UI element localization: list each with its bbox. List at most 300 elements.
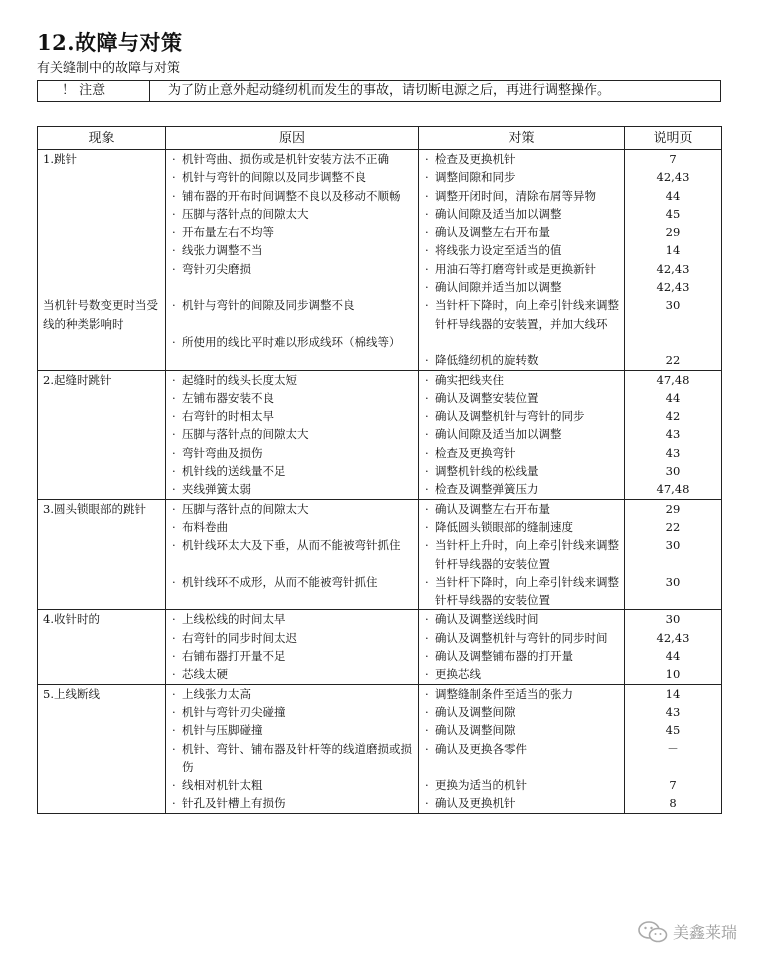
table-row: [38, 150, 722, 169]
cause-text: 机针线环不成形，从而不能被弯针抓住: [182, 574, 378, 589]
table-row: [38, 629, 722, 647]
cause-cell: [166, 241, 419, 259]
cause-cell: [166, 794, 419, 813]
cause-text: 左铺布器安装不良: [182, 390, 274, 405]
measure-text: 确认及更换各零件: [435, 741, 527, 756]
page-cell: 42,43: [625, 260, 722, 278]
wechat-icon: [638, 921, 668, 943]
measure-cell: [419, 499, 625, 518]
table-row: [38, 665, 722, 684]
measure-text: 确认间隙并适当加以调整: [435, 280, 562, 295]
bullet-mark: ·: [172, 723, 176, 738]
measure-cell: [419, 407, 625, 425]
bullet-mark: ·: [425, 686, 429, 701]
bullet-mark: ·: [425, 372, 429, 387]
table-row: [38, 518, 722, 536]
cause-cell: [166, 407, 419, 425]
bullet-mark: ·: [172, 667, 176, 682]
bullet-mark: ·: [425, 445, 429, 460]
table-row: [38, 480, 722, 499]
cause-cell: [166, 296, 419, 333]
symptom-cell: [38, 150, 166, 169]
measure-text: 调整间隙和同步: [435, 170, 516, 185]
notice-box: [37, 80, 721, 102]
measure-cell: [419, 665, 625, 684]
page-cell: 7: [625, 150, 722, 169]
cause-text: 所使用的线比平时难以形成线环（棉线等）: [182, 334, 401, 349]
symptom-cell: [38, 260, 166, 278]
cause-text: 上线松线的时间太早: [182, 612, 286, 627]
measure-text: 降低圆头锁眼部的缝制速度: [435, 519, 573, 534]
cause-cell: [166, 518, 419, 536]
page-cell: 43: [625, 444, 722, 462]
measure-text: 检查及更换弯针: [435, 445, 516, 460]
symptom-cell: [38, 462, 166, 480]
bullet-mark: ·: [172, 188, 176, 203]
measure-text: 当针杆上升时，向上牵引针线来调整针杆导线器的安装位置: [435, 538, 619, 571]
bullet-mark: ·: [172, 464, 176, 479]
page-cell: 42,43: [625, 629, 722, 647]
measure-cell: [419, 740, 625, 777]
symptom-cell: [38, 351, 166, 370]
cause-cell: [166, 462, 419, 480]
symptom-cell: [38, 740, 166, 777]
table-row: [38, 462, 722, 480]
header-page: 说明页: [625, 127, 722, 150]
page-cell: －: [625, 740, 722, 777]
cause-cell: [166, 205, 419, 223]
symptom-cell: [38, 187, 166, 205]
bullet-mark: ·: [425, 464, 429, 479]
bullet-mark: ·: [172, 298, 176, 313]
measure-text: 当针杆下降时，向上牵引针线来调整针杆导线器的安装位置: [435, 574, 619, 608]
measure-cell: [419, 536, 625, 573]
cause-cell: [166, 389, 419, 407]
symptom-cell: [38, 370, 166, 389]
page-title: 12.故障与对策: [37, 30, 183, 55]
table-row: [38, 168, 722, 186]
cause-cell: [166, 647, 419, 665]
bullet-mark: ·: [425, 298, 429, 313]
bullet-mark: ·: [172, 649, 176, 664]
measure-cell: [419, 610, 625, 629]
table-row: [38, 684, 722, 703]
table-row: [38, 740, 722, 777]
measure-text: 确认及调整间隙: [435, 723, 516, 738]
bullet-mark: ·: [425, 519, 429, 534]
measure-cell: [419, 721, 625, 739]
measure-cell: [419, 647, 625, 665]
table-row: [38, 351, 722, 370]
page-cell: 22: [625, 518, 722, 536]
measure-cell: [419, 776, 625, 794]
table-row: [38, 260, 722, 278]
cause-cell: [166, 684, 419, 703]
bullet-mark: ·: [172, 519, 176, 534]
bullet-mark: ·: [425, 796, 429, 811]
bullet-mark: ·: [425, 667, 429, 682]
page-cell: 43: [625, 425, 722, 443]
page-cell: 44: [625, 647, 722, 665]
table-row: [38, 187, 722, 205]
page-cell: 42: [625, 407, 722, 425]
bullet-mark: ·: [425, 170, 429, 185]
measure-text: 调整开闭时间，清除布屑等异物: [435, 188, 596, 203]
bullet-mark: ·: [425, 261, 429, 276]
page-cell: 47,48: [625, 370, 722, 389]
table-row: [38, 703, 722, 721]
cause-text: 芯线太硬: [182, 667, 228, 682]
header-measure: 对策: [419, 127, 625, 150]
bullet-mark: ·: [172, 409, 176, 424]
page-cell: 30: [625, 573, 722, 610]
measure-cell: [419, 260, 625, 278]
table-row: [38, 205, 722, 223]
cause-cell: [166, 499, 419, 518]
bullet-mark: ·: [425, 649, 429, 664]
page-cell: [625, 333, 722, 351]
bullet-mark: ·: [425, 243, 429, 258]
cause-text: 机针与弯针的间隙及同步调整不良: [182, 298, 355, 313]
measure-cell: [419, 187, 625, 205]
trouble-table: [37, 126, 722, 814]
symptom-cell: [38, 665, 166, 684]
table-row: [38, 536, 722, 573]
symptom-cell: [38, 389, 166, 407]
symptom-cell: [38, 573, 166, 610]
bullet-mark: ·: [425, 390, 429, 405]
measure-text: 检查及更换机针: [435, 152, 516, 166]
watermark-text: 美鑫莱瑞: [672, 923, 737, 942]
cause-cell: [166, 721, 419, 739]
page-cell: 45: [625, 721, 722, 739]
cause-text: 上线张力太高: [182, 686, 251, 701]
bullet-mark: ·: [425, 409, 429, 424]
symptom-cell: [38, 205, 166, 223]
bullet-mark: ·: [172, 630, 176, 645]
table-row: [38, 407, 722, 425]
measure-text: 调整缝制条件至适当的张力: [435, 686, 573, 701]
cause-text: 铺布器的开布时间调整不良以及移动不顺畅: [182, 188, 401, 203]
bullet-mark: ·: [172, 152, 176, 166]
table-header-row: [38, 127, 722, 150]
cause-cell: [166, 425, 419, 443]
measure-text: 检查及调整弹簧压力: [435, 482, 539, 497]
bullet-mark: ·: [425, 501, 429, 516]
symptom-cell: [38, 444, 166, 462]
cause-cell: [166, 260, 419, 278]
measure-cell: [419, 703, 625, 721]
bullet-mark: ·: [425, 630, 429, 645]
page-cell: 42,43: [625, 278, 722, 296]
bullet-mark: ·: [425, 741, 429, 756]
table-row: [38, 647, 722, 665]
table-row: [38, 610, 722, 629]
table-row: [38, 296, 722, 333]
bullet-mark: ·: [425, 778, 429, 793]
symptom-cell: [38, 794, 166, 813]
page-cell: 7: [625, 776, 722, 794]
page-cell: 8: [625, 794, 722, 813]
page-cell: 30: [625, 296, 722, 333]
cause-cell: [166, 629, 419, 647]
table-row: [38, 223, 722, 241]
measure-text: 确认及调整左右开布量: [435, 501, 550, 516]
bullet-mark: ·: [425, 280, 429, 295]
bullet-mark: ·: [172, 445, 176, 460]
table-row: [38, 389, 722, 407]
page-cell: 30: [625, 610, 722, 629]
cause-text: 针孔及针槽上有损伤: [182, 796, 286, 811]
page-subtitle: 有关缝制中的故障与对策: [37, 61, 181, 76]
bullet-mark: ·: [425, 188, 429, 203]
page-cell: 29: [625, 223, 722, 241]
measure-text: 确认及调整机针与弯针的同步时间: [435, 630, 608, 645]
cause-cell: [166, 333, 419, 351]
symptom-cell: [38, 278, 166, 296]
table-body: [38, 150, 722, 814]
measure-cell: [419, 444, 625, 462]
bullet-mark: ·: [172, 501, 176, 516]
measure-text: 确实把线夹住: [435, 372, 504, 387]
bullet-mark: ·: [425, 353, 429, 368]
measure-cell: [419, 168, 625, 186]
symptom-text: 2.起缝时跳针: [43, 372, 112, 387]
symptom-cell: [38, 518, 166, 536]
page-cell: 44: [625, 389, 722, 407]
measure-text: 当针杆下降时，向上牵引针线来调整针杆导线器的安装置，并加大线环: [435, 298, 619, 331]
watermark: [638, 920, 737, 943]
measure-text: 用油石等打磨弯针或是更换新针: [435, 261, 596, 276]
symptom-cell: [38, 296, 166, 351]
symptom-text: 1.跳针: [43, 152, 77, 166]
cause-text: 压脚与落针点的间隙太大: [182, 427, 309, 442]
measure-cell: [419, 684, 625, 703]
bullet-mark: ·: [425, 704, 429, 719]
measure-text: 确认及调整送线时间: [435, 612, 539, 627]
cause-text: 右弯针的同步时间太迟: [182, 630, 297, 645]
cause-text: 机针线的送线量不足: [182, 464, 286, 479]
symptom-cell: [38, 536, 166, 573]
cause-cell: [166, 610, 419, 629]
cause-cell: [166, 480, 419, 499]
page-cell: 29: [625, 499, 722, 518]
measure-text: 降低缝纫机的旋转数: [435, 353, 539, 368]
cause-text: 机针、弯针、铺布器及针杆等的线道磨损或损伤: [182, 741, 412, 774]
cause-text: 夹线弹簧太弱: [182, 482, 251, 497]
cause-cell: [166, 665, 419, 684]
measure-cell: [419, 241, 625, 259]
table-row: [38, 444, 722, 462]
cause-cell: [166, 187, 419, 205]
symptom-cell: [38, 721, 166, 739]
symptom-cell: [38, 629, 166, 647]
measure-cell: [419, 794, 625, 813]
bullet-mark: ·: [425, 574, 429, 589]
measure-text: 调整机针线的松线量: [435, 464, 539, 479]
cause-text: 机针与弯针刃尖碰撞: [182, 704, 286, 719]
symptom-cell: [38, 480, 166, 499]
cause-text: 压脚与落针点的间隙太大: [182, 206, 309, 221]
cause-cell: [166, 776, 419, 794]
symptom-cell: [38, 425, 166, 443]
symptom-cell: [38, 703, 166, 721]
table-row: [38, 794, 722, 813]
page-cell: 30: [625, 536, 722, 573]
measure-text: 更换为适当的机针: [435, 778, 527, 793]
page-cell: 30: [625, 462, 722, 480]
measure-text: 确认及调整机针与弯针的同步: [435, 409, 585, 424]
measure-cell: [419, 351, 625, 370]
notice-label: ！ 注意: [38, 81, 150, 101]
table-row: [38, 776, 722, 794]
table-row: [38, 278, 722, 296]
measure-text: 确认间隙及适当加以调整: [435, 206, 562, 221]
measure-cell: [419, 370, 625, 389]
bullet-mark: ·: [172, 390, 176, 405]
bullet-mark: ·: [425, 723, 429, 738]
symptom-cell: [38, 647, 166, 665]
cause-cell: [166, 573, 419, 610]
measure-text: 确认及调整安装位置: [435, 390, 539, 405]
bullet-mark: ·: [172, 372, 176, 387]
cause-text: 弯针刃尖磨损: [182, 261, 251, 276]
page-cell: 42,43: [625, 168, 722, 186]
measure-cell: [419, 296, 625, 333]
symptom-text: 5.上线断线: [43, 686, 100, 701]
cause-cell: [166, 703, 419, 721]
bullet-mark: ·: [172, 427, 176, 442]
bullet-mark: ·: [172, 261, 176, 276]
page-cell: 47,48: [625, 480, 722, 499]
measure-cell: [419, 462, 625, 480]
measure-cell: [419, 333, 625, 351]
symptom-cell: [38, 223, 166, 241]
measure-cell: [419, 518, 625, 536]
cause-cell: [166, 278, 419, 296]
measure-cell: [419, 425, 625, 443]
bullet-mark: ·: [425, 152, 429, 166]
cause-cell: [166, 150, 419, 169]
cause-cell: [166, 223, 419, 241]
cause-text: 右铺布器打开量不足: [182, 649, 286, 664]
symptom-text: 3.圆头锁眼部的跳针: [43, 501, 146, 516]
cause-text: 压脚与落针点的间隙太大: [182, 501, 309, 516]
cause-text: 线张力调整不当: [182, 243, 263, 258]
bullet-mark: ·: [425, 427, 429, 442]
measure-cell: [419, 480, 625, 499]
measure-cell: [419, 573, 625, 610]
header-cause: 原因: [166, 127, 419, 150]
bullet-mark: ·: [172, 686, 176, 701]
measure-text: 更换芯线: [435, 667, 481, 682]
cause-text: 开布量左右不均等: [182, 225, 274, 240]
cause-text: 右弯针的时相太早: [182, 409, 274, 424]
bullet-mark: ·: [172, 778, 176, 793]
cause-text: 机针与弯针的间隙以及同步调整不良: [182, 170, 366, 185]
bullet-mark: ·: [172, 482, 176, 497]
page-cell: 45: [625, 205, 722, 223]
bullet-mark: ·: [172, 334, 176, 349]
symptom-cell: [38, 241, 166, 259]
cause-cell: [166, 370, 419, 389]
measure-text: 确认及调整左右开布量: [435, 225, 550, 240]
bullet-mark: ·: [425, 206, 429, 221]
bullet-mark: ·: [172, 243, 176, 258]
measure-cell: [419, 150, 625, 169]
header-symptom: 现象: [38, 127, 166, 150]
cause-cell: [166, 351, 419, 370]
symptom-text: 当机针号数变更时当受线的种类影响时: [43, 298, 158, 331]
bullet-mark: ·: [425, 482, 429, 497]
page-cell: 14: [625, 684, 722, 703]
cause-text: 机针线环太大及下垂，从而不能被弯针抓住: [182, 538, 401, 553]
cause-text: 弯针弯曲及损伤: [182, 445, 263, 460]
page-cell: 10: [625, 665, 722, 684]
bullet-mark: ·: [172, 206, 176, 221]
bullet-mark: ·: [172, 704, 176, 719]
notice-message: 为了防止意外起动缝纫机而发生的事故，请切断电源之后，再进行调整操作。: [168, 83, 611, 98]
symptom-cell: [38, 776, 166, 794]
symptom-cell: [38, 407, 166, 425]
measure-cell: [419, 389, 625, 407]
cause-text: 机针弯曲、损伤或是机针安装方法不正确: [182, 152, 389, 166]
bullet-mark: ·: [425, 225, 429, 240]
table-row: [38, 499, 722, 518]
cause-text: 机针与压脚碰撞: [182, 723, 263, 738]
measure-text: 确认及更换机针: [435, 796, 516, 811]
measure-cell: [419, 205, 625, 223]
symptom-cell: [38, 684, 166, 703]
bullet-mark: ·: [172, 741, 176, 756]
measure-text: 确认间隙及适当加以调整: [435, 427, 562, 442]
bullet-mark: ·: [172, 612, 176, 627]
table-row: [38, 241, 722, 259]
bullet-mark: ·: [172, 796, 176, 811]
cause-cell: [166, 444, 419, 462]
measure-text: 将线张力设定至适当的值: [435, 243, 562, 258]
symptom-cell: [38, 610, 166, 629]
measure-cell: [419, 629, 625, 647]
measure-text: 确认及调整铺布器的打开量: [435, 649, 573, 664]
cause-text: 布料卷曲: [182, 519, 228, 534]
measure-text: 确认及调整间隙: [435, 704, 516, 719]
measure-cell: [419, 278, 625, 296]
bullet-mark: ·: [172, 170, 176, 185]
table-row: [38, 721, 722, 739]
cause-text: 起缝时的线头长度太短: [182, 372, 297, 387]
bullet-mark: ·: [172, 538, 176, 553]
table-row: [38, 425, 722, 443]
cause-text: 线相对机针太粗: [182, 778, 263, 793]
bullet-mark: ·: [425, 538, 429, 553]
page-cell: 43: [625, 703, 722, 721]
cause-cell: [166, 536, 419, 573]
page-cell: 44: [625, 187, 722, 205]
symptom-cell: [38, 168, 166, 186]
bullet-mark: ·: [425, 612, 429, 627]
page-cell: 14: [625, 241, 722, 259]
cause-cell: [166, 740, 419, 777]
cause-cell: [166, 168, 419, 186]
bullet-mark: ·: [172, 225, 176, 240]
table-row: [38, 370, 722, 389]
table-row: [38, 573, 722, 610]
symptom-text: 4.收针时的: [43, 612, 100, 627]
page-cell: 22: [625, 351, 722, 370]
symptom-cell: [38, 499, 166, 518]
measure-cell: [419, 223, 625, 241]
